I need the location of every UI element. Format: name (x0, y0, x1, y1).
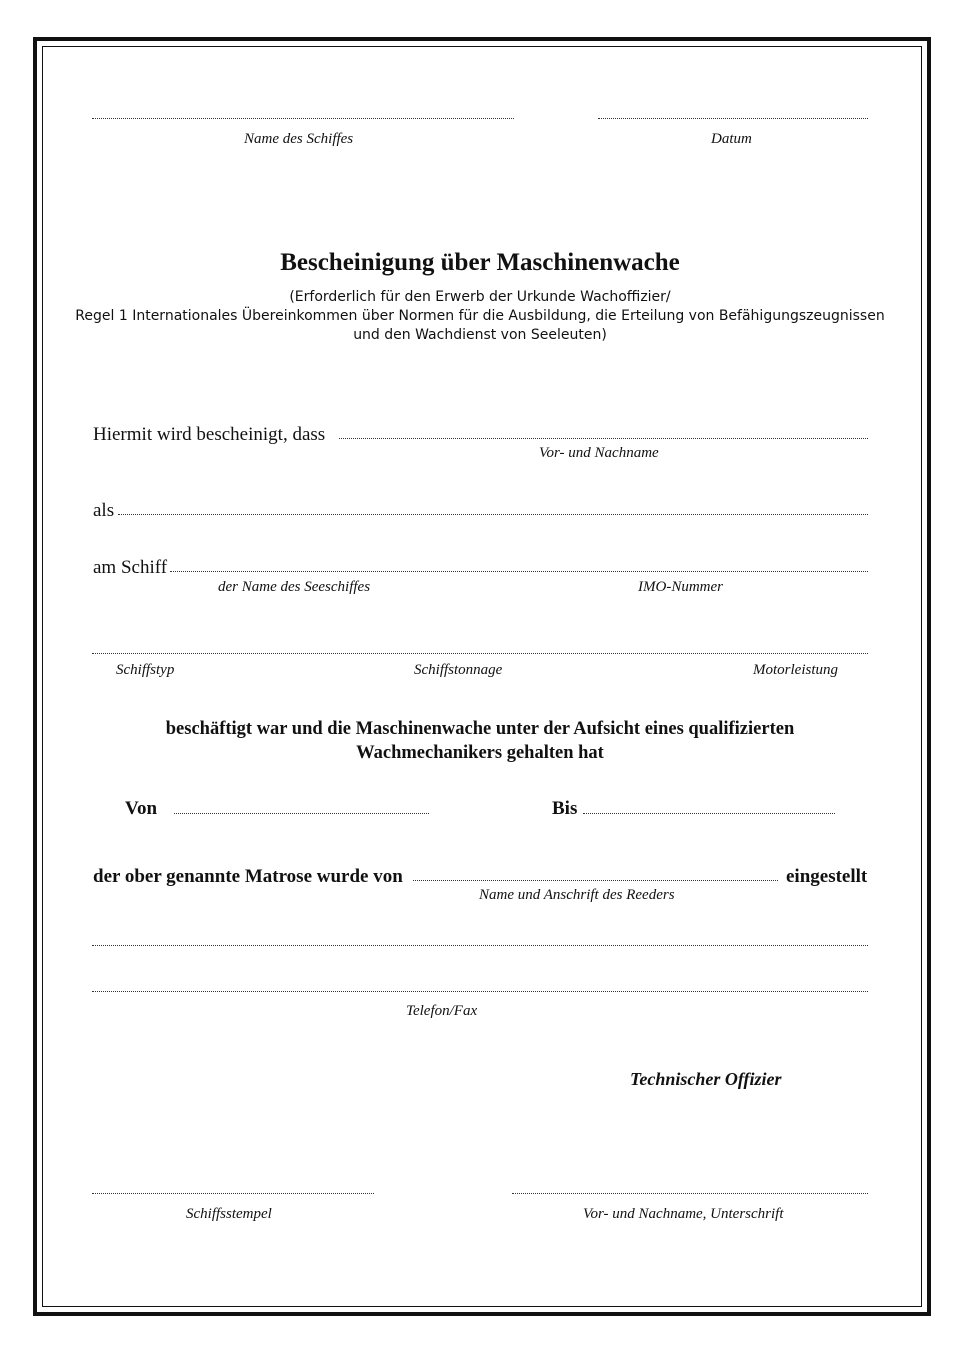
subtitle-line-3: und den Wachdienst von Seeleuten) (353, 327, 607, 343)
statement-line-1: beschäftigt war und die Maschinenwache unter der Aufsicht eines qualifizierten (165, 719, 795, 739)
subtitle-line-1: (Erforderlich für den Erwerb der Urkunde Wachoffizier/ (289, 289, 671, 305)
subtitle-line-2: Regel 1 Internationales Übereinkommen über Normen für die Ausbildung, die Erteilung von Befähigungszeugnissen (75, 308, 885, 324)
statement-line-2: Wachmechanikers gehalten hat (356, 743, 604, 763)
officer-title: Technischer Offizier (630, 1069, 782, 1089)
from-date-field[interactable] (174, 813, 429, 814)
owner-field[interactable] (413, 880, 778, 881)
signature-field[interactable] (512, 1193, 868, 1194)
as-label: als (93, 500, 115, 521)
stamp-field[interactable] (92, 1193, 374, 1194)
phone-caption: Telefon/Fax (406, 1003, 478, 1019)
seaship-field[interactable] (170, 571, 868, 572)
imo-caption: IMO-Nummer (638, 579, 723, 595)
from-label: Von (125, 798, 158, 819)
ship-name-caption: Name des Schiffes (244, 131, 354, 147)
owner-address-field[interactable] (92, 945, 868, 946)
person-name-field[interactable] (339, 438, 868, 439)
to-label: Bis (552, 798, 578, 819)
engine-caption: Motorleistung (753, 662, 838, 678)
hired-suffix: eingestellt (786, 866, 868, 887)
tonnage-caption: Schiffstonnage (414, 662, 503, 678)
to-date-field[interactable] (583, 813, 835, 814)
ship-name-field[interactable] (92, 118, 514, 119)
phone-fax-field[interactable] (92, 991, 868, 992)
position-field[interactable] (118, 514, 868, 515)
signature-caption: Vor- und Nachname, Unterschrift (583, 1206, 784, 1222)
ship-details-field[interactable] (92, 653, 868, 654)
certify-label: Hiermit wird bescheinigt, dass (93, 424, 326, 445)
page-title: Bescheinigung über Maschinenwache (280, 249, 680, 276)
ship-label: am Schiff (93, 557, 168, 578)
hired-prefix: der ober genannte Matrose wurde von (93, 866, 403, 887)
subtitle (0, 288, 960, 345)
stamp-caption: Schiffsstempel (186, 1206, 272, 1222)
statement (0, 717, 960, 765)
seaship-name-caption: der Name des Seeschiffes (218, 579, 371, 595)
date-field[interactable] (598, 118, 868, 119)
ship-type-caption: Schiffstyp (116, 662, 175, 678)
date-caption: Datum (711, 131, 752, 147)
person-name-caption: Vor- und Nachname (539, 445, 659, 461)
owner-caption: Name und Anschrift des Reeders (479, 887, 675, 903)
